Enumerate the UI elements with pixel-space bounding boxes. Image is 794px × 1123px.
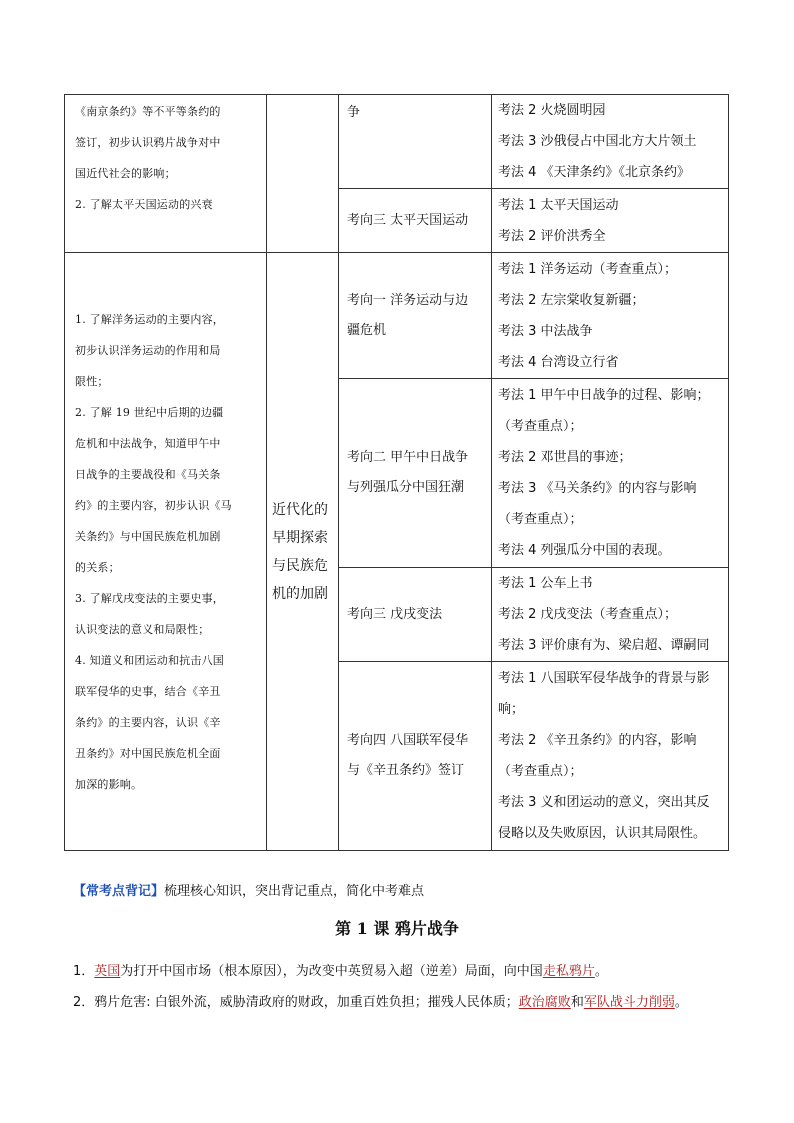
points-cell (492, 95, 729, 189)
direction-cell (339, 253, 492, 379)
point-line: 考法 4 《天津条约》《北京条约》 (498, 165, 691, 180)
standards-line: 签订，初步认识鸦片战争对中 (75, 136, 221, 149)
point-line: 考法 3 中法战争 (498, 323, 593, 339)
point-line: 考法 2 火烧圆明园 (498, 103, 606, 118)
standards-line: 联军侵华的史事，结合《辛丑 (75, 684, 221, 698)
point-line: 考法 4 列强瓜分中国的表现。 (498, 543, 671, 558)
standards-line: 日战争的主要战役和《马关条 (75, 467, 221, 481)
lesson-title: 第 1 课 鸦片战争 (335, 919, 459, 938)
points-cell (492, 662, 729, 851)
direction-label: 考向二 甲午中日战争 (347, 450, 469, 465)
point-line: 考法 2 评价洪秀全 (498, 228, 606, 244)
topic-line: 近代化的 (272, 501, 328, 518)
standards-line: 的关系； (75, 560, 120, 574)
point-line: 考法 2 左宗棠收复新疆； (498, 292, 645, 308)
points-cell (492, 189, 729, 253)
direction-cell (339, 662, 492, 851)
beiji-heading (73, 880, 424, 899)
topic-line: 早期探索 (272, 529, 328, 546)
direction-label: 考向三 戊戌变法 (347, 606, 443, 622)
direction-cell (339, 568, 492, 662)
point-line: 考法 3 《马关条约》的内容与影响 (498, 481, 697, 496)
beiji-tag: 【常考点背记】 (73, 884, 165, 899)
point-line: 考法 2 邓世昌的事迹； (498, 450, 632, 465)
point-line: （考查重点）； (498, 512, 583, 527)
direction-label: 考向一 洋务运动与边 (347, 292, 469, 308)
standards-cell-2 (65, 253, 267, 851)
curriculum-table (64, 94, 729, 851)
point-line: 考法 3 沙俄侵占中国北方大片领土 (498, 134, 697, 149)
direction-label: 疆危机 (347, 322, 387, 338)
standards-line: 关条约》与中国民族危机加剧 (75, 529, 221, 543)
standards-line: 国近代社会的影响； (75, 167, 176, 180)
topic-line: 与民族危 (272, 557, 328, 574)
highlight: 军队战斗力削弱 (583, 995, 675, 1010)
standards-line: 丑条约》对中国民族危机全面 (75, 746, 221, 760)
point-line: 考法 2 《辛丑条约》的内容，影响 (498, 733, 697, 748)
para-text: 为打开中国市场（根本原因），为改变中英贸易入超（逆差）局面，向中国 (120, 964, 543, 979)
point-line: 考法 3 评价康有为、梁启超、谭嗣同 (498, 638, 710, 653)
standards-line: 4. 知道义和团运动和抗击八国 (75, 653, 224, 667)
standards-line: 《南京条约》等不平等条约的 (75, 105, 221, 118)
standards-line: 1. 了解洋务运动的主要内容， (75, 312, 224, 326)
standards-line: 约》的主要内容，初步认识《马 (75, 498, 232, 512)
standards-line: 限性； (75, 374, 109, 388)
standards-line: 认识变法的意义和局限性； (75, 622, 210, 636)
standards-line: 条约》的主要内容，认识《辛 (75, 715, 221, 729)
standards-line: 加深的影响。 (75, 777, 143, 791)
para-text: 。 (674, 995, 688, 1010)
point-line: 响； (498, 702, 525, 717)
direction-label: 考向四 八国联军侵华 (347, 733, 469, 748)
points-cell (492, 253, 729, 379)
standards-line: 危机和中法战争，知道甲午中 (75, 436, 221, 450)
para-number: 1． (73, 964, 95, 979)
point-line: 考法 1 洋务运动（考查重点）； (498, 261, 678, 277)
direction-label: 争 (347, 105, 361, 120)
paragraph-1 (73, 960, 608, 979)
standards-cell-1 (65, 95, 267, 253)
topic-line: 机的加剧 (272, 585, 328, 602)
point-line: 考法 3 义和团运动的意义，突出其反 (498, 795, 710, 810)
standards-line: 初步认识洋务运动的作用和局 (75, 343, 221, 357)
direction-label: 考向三 太平天国运动 (347, 212, 469, 228)
topic-cell (267, 253, 339, 851)
point-line: （考查重点）； (498, 764, 583, 779)
direction-label: 与列强瓜分中国狂潮 (347, 480, 465, 495)
direction-label: 与《辛丑条约》签订 (347, 763, 465, 778)
point-line: 考法 2 戊戌变法（考查重点）； (498, 607, 678, 622)
highlight: 政治腐败 (518, 995, 571, 1010)
points-cell (492, 379, 729, 568)
beiji-text: 梳理核心知识，突出背记重点，简化中考难点 (164, 884, 425, 899)
point-line: 考法 1 公车上书 (498, 576, 593, 591)
standards-line: 2. 了解太平天国运动的兴衰 (75, 198, 213, 211)
para-text: 和 (570, 995, 584, 1010)
paragraph-2 (73, 991, 688, 1010)
para-text: 。 (594, 964, 608, 979)
standards-line: 3. 了解戊戌变法的主要史事， (75, 591, 224, 605)
points-cell (492, 568, 729, 662)
point-line: 考法 4 台湾设立行省 (498, 354, 619, 370)
point-line: 考法 1 甲午中日战争的过程、影响； (498, 388, 710, 403)
direction-cell (339, 95, 492, 189)
topic-cell-empty (267, 95, 339, 253)
point-line: 考法 1 太平天国运动 (498, 197, 619, 213)
point-line: 侵略以及失败原因，认识其局限性。 (498, 826, 707, 841)
standards-line: 2. 了解 19 世纪中后期的边疆 (75, 405, 224, 419)
highlight: 英国 (94, 964, 121, 979)
highlight: 走私鸦片 (542, 964, 595, 979)
point-line: 考法 1 八国联军侵华战争的背景与影 (498, 671, 710, 686)
direction-cell (339, 379, 492, 568)
point-line: （考查重点）； (498, 419, 583, 434)
para-text: 2．鸦片危害: 白银外流，威胁清政府的财政，加重百姓负担；摧残人民体质； (73, 995, 519, 1010)
direction-cell (339, 189, 492, 253)
